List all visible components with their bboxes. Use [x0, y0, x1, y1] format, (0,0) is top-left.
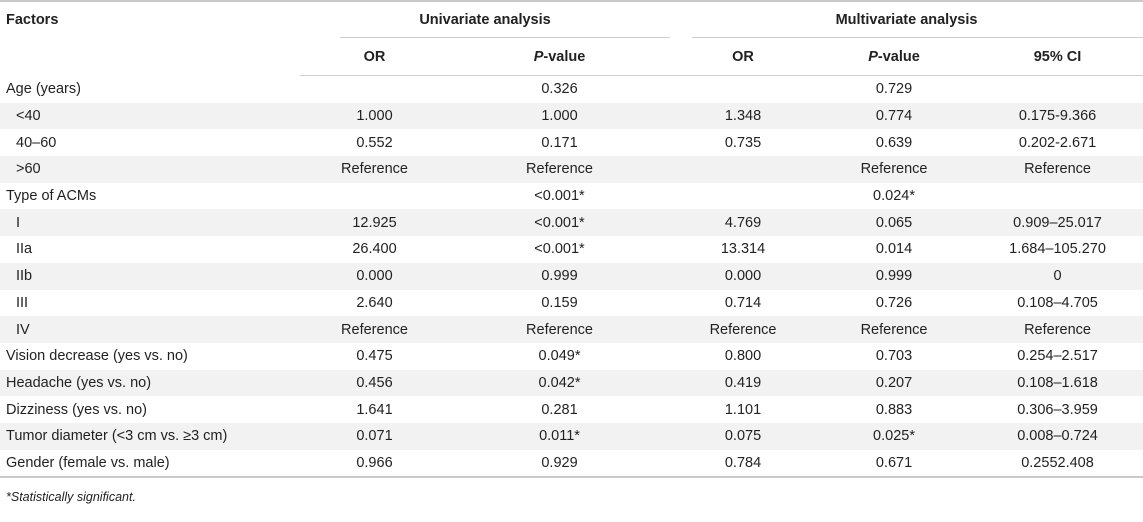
ci-cell: 0.254–2.517 — [1017, 348, 1098, 365]
factor-label: Gender (female vs. male) — [0, 450, 300, 478]
univariate-or-header: OR — [300, 38, 449, 76]
multivariate-or-cell: 0.784 — [670, 450, 816, 478]
univariate-p-cell: Reference — [449, 156, 670, 183]
multivariate-p-cell: 0.703 — [875, 348, 913, 365]
table-row — [0, 76, 1143, 103]
factors-header: Factors — [0, 1, 300, 76]
univariate-or-cell: 1.641 — [356, 401, 393, 418]
univariate-p-cell: 0.011* — [449, 423, 670, 450]
multivariate-p-cell: 0.065 — [816, 209, 972, 236]
multivariate-or-cell: 0.419 — [670, 370, 816, 397]
multivariate-p-cell: 0.639 — [875, 134, 913, 151]
univariate-p-header: P-value — [449, 38, 670, 76]
ci-cell: 0.2552.408 — [972, 450, 1143, 478]
univariate-p-cell: <0.001* — [449, 209, 670, 236]
ci-cell: 0.175-9.366 — [972, 103, 1143, 130]
univariate-p-cell: 0.326 — [541, 81, 578, 98]
table-row — [0, 343, 1143, 370]
table-row — [0, 129, 1143, 156]
table-row — [0, 450, 1143, 478]
multivariate-or-cell — [670, 76, 816, 103]
table-header — [0, 1, 1143, 76]
univariate-p-cell: 0.281 — [541, 401, 578, 418]
univariate-or-cell: 1.000 — [300, 103, 449, 130]
table-row — [0, 183, 1143, 210]
footnote: *Statistically significant. — [6, 490, 136, 505]
factor-label: Headache (yes vs. no) — [0, 370, 300, 397]
multivariate-or-cell: 1.348 — [670, 103, 816, 130]
table-body — [0, 76, 1143, 478]
univariate-or-cell: 0.552 — [356, 134, 393, 151]
univariate-p-cell: 0.159 — [541, 294, 578, 311]
table-row — [0, 396, 1143, 423]
univariate-or-cell: 26.400 — [352, 241, 397, 258]
ci-cell: 1.684–105.270 — [1009, 241, 1106, 258]
multivariate-or-cell — [670, 156, 816, 183]
ci-cell: 0 — [972, 263, 1143, 290]
multivariate-p-cell: 0.014 — [875, 241, 913, 258]
multivariate-p-cell: Reference — [816, 316, 972, 343]
factor-label: Vision decrease (yes vs. no) — [6, 348, 188, 365]
multivariate-p-cell: 0.024* — [873, 188, 915, 205]
ci-cell: 0.909–25.017 — [972, 209, 1143, 236]
multivariate-p-header: P-value — [816, 38, 972, 76]
multivariate-or-cell: 0.000 — [670, 263, 816, 290]
factor-label: IV — [0, 316, 300, 343]
multivariate-p-cell: 0.671 — [816, 450, 972, 478]
univariate-p-cell: 0.049* — [538, 348, 581, 365]
ci-cell: 0.202-2.671 — [1018, 134, 1097, 151]
univariate-header-label: Univariate analysis — [419, 12, 551, 28]
table-row — [0, 316, 1143, 343]
multivariate-or-cell: Reference — [670, 316, 816, 343]
multivariate-p-cell: 0.999 — [816, 263, 972, 290]
univariate-header — [300, 1, 670, 38]
ci-cell: 0.108–4.705 — [1017, 294, 1098, 311]
factor-label: <40 — [0, 103, 300, 130]
multivariate-p-cell: Reference — [816, 156, 972, 183]
multivariate-header-label: Multivariate analysis — [835, 12, 978, 28]
univariate-p-cell: Reference — [449, 316, 670, 343]
multivariate-or-cell: 0.800 — [724, 348, 762, 365]
univariate-p-cell: <0.001* — [534, 241, 585, 258]
univariate-p-cell: 0.042* — [449, 370, 670, 397]
univariate-or-cell: 2.640 — [356, 294, 393, 311]
univariate-or-cell — [300, 183, 449, 210]
ci-cell — [972, 76, 1143, 103]
ci-cell: 0.008–0.724 — [972, 423, 1143, 450]
univariate-p-cell: 0.171 — [541, 134, 578, 151]
multivariate-or-cell: 4.769 — [670, 209, 816, 236]
multivariate-or-cell: 1.101 — [724, 401, 762, 418]
univariate-or-cell: 0.456 — [300, 370, 449, 397]
univariate-or-cell: 0.000 — [300, 263, 449, 290]
ci-cell — [972, 183, 1143, 210]
factor-label: Type of ACMs — [6, 188, 97, 205]
factor-label: IIa — [16, 241, 33, 258]
univariate-p-cell: <0.001* — [534, 188, 585, 205]
univariate-p-cell: 0.999 — [449, 263, 670, 290]
univariate-or-cell: 0.475 — [356, 348, 393, 365]
multivariate-or-cell: 13.314 — [720, 241, 766, 258]
factor-label: Age (years) — [6, 81, 81, 98]
univariate-p-cell: 1.000 — [449, 103, 670, 130]
ci-header: 95% CI — [972, 38, 1143, 76]
table-row — [0, 103, 1143, 130]
factor-label: Dizziness (yes vs. no) — [6, 401, 148, 418]
multivariate-or-cell: 0.075 — [670, 423, 816, 450]
factor-label: 40–60 — [16, 134, 57, 151]
multivariate-header — [670, 1, 1143, 38]
multivariate-or-cell: 0.735 — [724, 134, 762, 151]
multivariate-or-cell: 0.714 — [724, 294, 762, 311]
ci-cell: Reference — [972, 316, 1143, 343]
univariate-p-cell: 0.929 — [449, 450, 670, 478]
multivariate-p-cell: 0.729 — [875, 81, 913, 98]
univariate-or-cell — [300, 76, 449, 103]
factor-label: >60 — [0, 156, 300, 183]
table-row — [0, 209, 1143, 236]
ci-cell: Reference — [972, 156, 1143, 183]
table-row — [0, 263, 1143, 290]
univariate-or-cell: Reference — [300, 156, 449, 183]
table-row — [0, 156, 1143, 183]
univariate-or-cell: 0.071 — [300, 423, 449, 450]
multivariate-p-cell: 0.774 — [816, 103, 972, 130]
multivariate-p-cell: 0.025* — [816, 423, 972, 450]
table-row — [0, 290, 1143, 317]
ci-cell: 0.108–1.618 — [972, 370, 1143, 397]
univariate-or-cell: 12.925 — [300, 209, 449, 236]
multivariate-or-header: OR — [670, 38, 816, 76]
factor-label: I — [0, 209, 300, 236]
ci-cell: 0.306–3.959 — [1017, 401, 1098, 418]
multivariate-or-cell — [670, 183, 816, 210]
factor-label: III — [16, 294, 29, 311]
multivariate-p-cell: 0.726 — [875, 294, 913, 311]
table-row — [0, 236, 1143, 263]
univariate-or-cell: 0.966 — [300, 450, 449, 478]
multivariate-p-cell: 0.207 — [816, 370, 972, 397]
factor-label: IIb — [0, 263, 300, 290]
table-row — [0, 370, 1143, 397]
univariate-or-cell: Reference — [300, 316, 449, 343]
multivariate-p-cell: 0.883 — [875, 401, 913, 418]
factor-label: Tumor diameter (<3 cm vs. ≥3 cm) — [0, 423, 300, 450]
table-row — [0, 423, 1143, 450]
